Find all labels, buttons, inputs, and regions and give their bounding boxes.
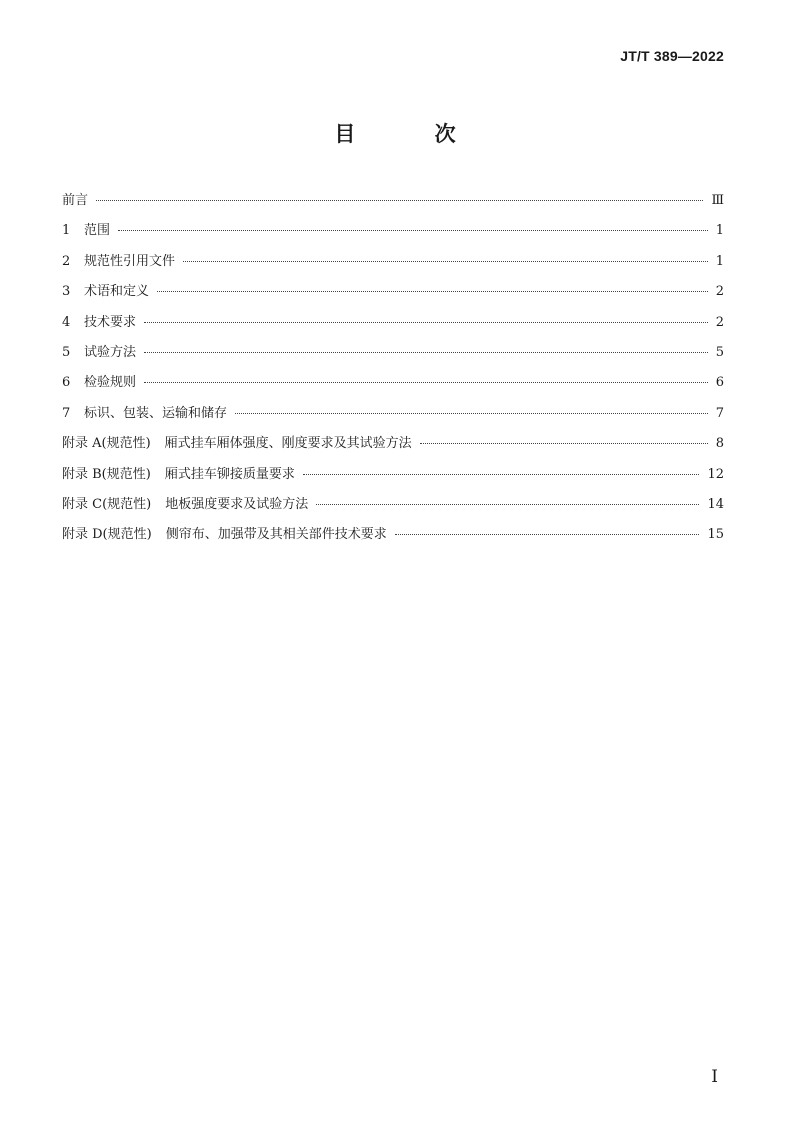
toc-annex-tag: 附录 B(规范性): [62, 466, 151, 482]
toc-entry[interactable]: [62, 247, 724, 277]
dot-leader: [144, 312, 708, 323]
dot-leader: [183, 251, 708, 262]
dot-leader: [144, 342, 708, 353]
toc-entry-number: 4: [62, 314, 71, 330]
dot-leader: [144, 372, 708, 383]
dot-leader: [118, 220, 708, 231]
toc-entry-label: 规范性引用文件: [84, 253, 176, 269]
toc-entry-label: 标识、包装、运输和储存: [84, 405, 228, 421]
toc-entry[interactable]: [62, 490, 724, 520]
dot-leader: [316, 494, 699, 505]
table-of-contents: [62, 186, 724, 551]
toc-entry-number: 5: [62, 344, 71, 360]
toc-entry-number: 3: [62, 284, 71, 300]
toc-entry-label: 侧帘布、加强带及其相关部件技术要求: [165, 527, 387, 543]
toc-entry-page: 12: [707, 466, 724, 482]
toc-annex-tag: 附录 D(规范性): [62, 527, 152, 543]
page-number: I: [711, 1067, 718, 1087]
toc-entry-page: 8: [715, 436, 724, 452]
toc-entry-label: 厢式挂车铆接质量要求: [164, 466, 295, 482]
toc-entry-page: 1: [715, 253, 724, 269]
toc-entry[interactable]: [62, 216, 724, 246]
toc-annex-tag: 附录 A(规范性): [62, 436, 151, 452]
toc-entry-page: 7: [715, 405, 724, 421]
toc-entry-label: 术语和定义: [84, 284, 150, 300]
toc-entry-page: 1: [715, 223, 724, 239]
dot-leader: [303, 464, 700, 475]
toc-entry-number: 6: [62, 375, 71, 391]
dot-leader: [420, 433, 708, 444]
toc-entry[interactable]: [62, 399, 724, 429]
toc-entry-label: 试验方法: [84, 344, 137, 360]
toc-entry[interactable]: [62, 277, 724, 307]
toc-entry-label: 地板强度要求及试验方法: [165, 496, 309, 512]
toc-entry[interactable]: [62, 186, 724, 216]
toc-entry-label: 厢式挂车厢体强度、刚度要求及其试验方法: [164, 436, 412, 452]
toc-entry-number: 7: [62, 405, 71, 421]
toc-entry-page: 5: [715, 344, 724, 360]
toc-entry-page: Ⅲ: [711, 193, 724, 208]
toc-entry[interactable]: [62, 460, 724, 490]
toc-entry-label: 范围: [84, 223, 111, 239]
dot-leader: [96, 190, 703, 201]
dot-leader: [395, 524, 700, 535]
toc-entry-page: 15: [707, 527, 724, 543]
toc-entry-label: 前言: [62, 193, 89, 208]
toc-entry-number: 2: [62, 253, 71, 269]
page-title: 目 次: [334, 122, 492, 146]
dot-leader: [235, 403, 708, 414]
toc-entry-page: 6: [715, 375, 724, 391]
toc-entry-number: 1: [62, 223, 71, 239]
toc-entry[interactable]: [62, 429, 724, 459]
toc-entry-page: 2: [715, 284, 724, 300]
toc-entry[interactable]: [62, 308, 724, 338]
toc-entry-label: 技术要求: [84, 314, 137, 330]
toc-entry[interactable]: [62, 368, 724, 398]
toc-entry-page: 2: [715, 314, 724, 330]
toc-entry[interactable]: [62, 338, 724, 368]
document-code: JT/T 389—2022: [620, 48, 724, 64]
toc-entry[interactable]: [62, 520, 724, 550]
toc-annex-tag: 附录 C(规范性): [62, 496, 152, 512]
toc-entry-label: 检验规则: [84, 375, 137, 391]
dot-leader: [157, 281, 708, 292]
toc-entry-page: 14: [707, 496, 724, 512]
